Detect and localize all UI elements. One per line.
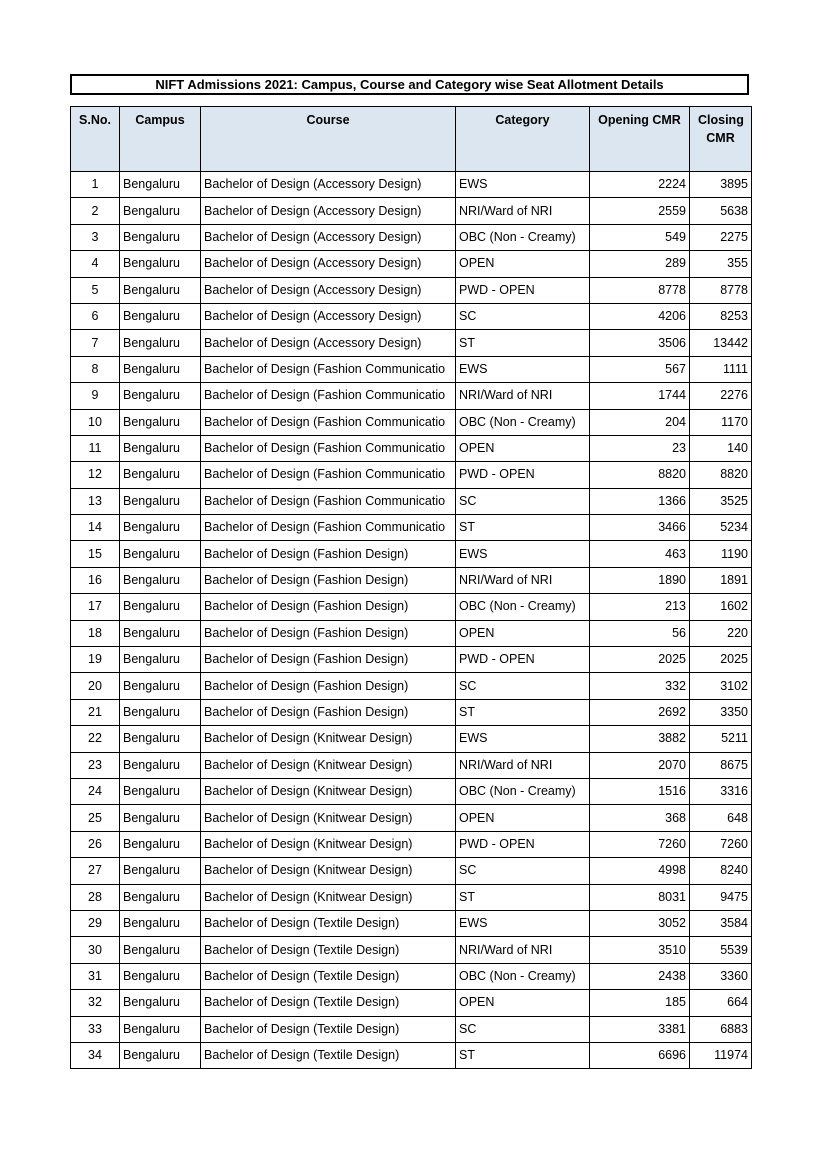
cell-course: Bachelor of Design (Accessory Design)	[201, 303, 456, 329]
cell-campus: Bengaluru	[120, 963, 201, 989]
cell-course: Bachelor of Design (Textile Design)	[201, 937, 456, 963]
cell-category: PWD - OPEN	[456, 647, 590, 673]
cell-sno: 5	[71, 277, 120, 303]
cell-course: Bachelor of Design (Fashion Design)	[201, 699, 456, 725]
table-row	[71, 937, 752, 963]
cell-category: ST	[456, 699, 590, 725]
table-row	[71, 462, 752, 488]
cell-opening-cmr: 2025	[590, 647, 690, 673]
cell-sno: 6	[71, 303, 120, 329]
cell-course: Bachelor of Design (Knitwear Design)	[201, 805, 456, 831]
cell-sno: 10	[71, 409, 120, 435]
cell-opening-cmr: 8031	[590, 884, 690, 910]
cell-closing-cmr: 7260	[690, 831, 752, 857]
cell-opening-cmr: 4206	[590, 303, 690, 329]
cell-sno: 12	[71, 462, 120, 488]
cell-opening-cmr: 213	[590, 594, 690, 620]
cell-opening-cmr: 2070	[590, 752, 690, 778]
cell-campus: Bengaluru	[120, 858, 201, 884]
cell-course: Bachelor of Design (Accessory Design)	[201, 330, 456, 356]
column-header-sno: S.No.	[71, 107, 120, 172]
cell-closing-cmr: 1602	[690, 594, 752, 620]
cell-closing-cmr: 8778	[690, 277, 752, 303]
cell-opening-cmr: 2559	[590, 198, 690, 224]
cell-closing-cmr: 1190	[690, 541, 752, 567]
cell-category: ST	[456, 515, 590, 541]
cell-campus: Bengaluru	[120, 937, 201, 963]
cell-campus: Bengaluru	[120, 567, 201, 593]
cell-campus: Bengaluru	[120, 620, 201, 646]
cell-sno: 28	[71, 884, 120, 910]
cell-category: ST	[456, 1042, 590, 1068]
cell-category: OPEN	[456, 990, 590, 1016]
cell-course: Bachelor of Design (Knitwear Design)	[201, 752, 456, 778]
cell-campus: Bengaluru	[120, 251, 201, 277]
cell-sno: 31	[71, 963, 120, 989]
cell-opening-cmr: 567	[590, 356, 690, 382]
table-row	[71, 673, 752, 699]
cell-category: OBC (Non - Creamy)	[456, 963, 590, 989]
cell-course: Bachelor of Design (Knitwear Design)	[201, 778, 456, 804]
cell-campus: Bengaluru	[120, 330, 201, 356]
cell-course: Bachelor of Design (Fashion Communicatio	[201, 383, 456, 409]
cell-opening-cmr: 8778	[590, 277, 690, 303]
cell-campus: Bengaluru	[120, 594, 201, 620]
table-row	[71, 356, 752, 382]
cell-campus: Bengaluru	[120, 172, 201, 198]
cell-closing-cmr: 3350	[690, 699, 752, 725]
table-row	[71, 805, 752, 831]
cell-opening-cmr: 204	[590, 409, 690, 435]
cell-campus: Bengaluru	[120, 1016, 201, 1042]
cell-course: Bachelor of Design (Fashion Communicatio	[201, 435, 456, 461]
cell-opening-cmr: 56	[590, 620, 690, 646]
cell-opening-cmr: 3510	[590, 937, 690, 963]
cell-campus: Bengaluru	[120, 541, 201, 567]
cell-course: Bachelor of Design (Accessory Design)	[201, 172, 456, 198]
cell-course: Bachelor of Design (Accessory Design)	[201, 198, 456, 224]
cell-category: NRI/Ward of NRI	[456, 383, 590, 409]
cell-closing-cmr: 5234	[690, 515, 752, 541]
cell-campus: Bengaluru	[120, 990, 201, 1016]
table-row	[71, 858, 752, 884]
cell-sno: 3	[71, 224, 120, 250]
cell-campus: Bengaluru	[120, 673, 201, 699]
cell-campus: Bengaluru	[120, 778, 201, 804]
cell-course: Bachelor of Design (Textile Design)	[201, 1016, 456, 1042]
cell-category: EWS	[456, 356, 590, 382]
cell-campus: Bengaluru	[120, 699, 201, 725]
cell-opening-cmr: 6696	[590, 1042, 690, 1068]
cell-sno: 26	[71, 831, 120, 857]
cell-opening-cmr: 2692	[590, 699, 690, 725]
cell-sno: 9	[71, 383, 120, 409]
table-row	[71, 990, 752, 1016]
cell-sno: 11	[71, 435, 120, 461]
cell-category: OPEN	[456, 805, 590, 831]
cell-opening-cmr: 332	[590, 673, 690, 699]
cell-course: Bachelor of Design (Fashion Design)	[201, 594, 456, 620]
cell-course: Bachelor of Design (Fashion Communicatio	[201, 462, 456, 488]
cell-course: Bachelor of Design (Fashion Design)	[201, 541, 456, 567]
cell-closing-cmr: 3525	[690, 488, 752, 514]
cell-sno: 33	[71, 1016, 120, 1042]
cell-category: ST	[456, 884, 590, 910]
cell-category: OPEN	[456, 620, 590, 646]
cell-opening-cmr: 4998	[590, 858, 690, 884]
cell-campus: Bengaluru	[120, 409, 201, 435]
table-row	[71, 224, 752, 250]
column-header-closing-cmr: Closing CMR	[690, 107, 752, 172]
cell-closing-cmr: 3895	[690, 172, 752, 198]
cell-opening-cmr: 1890	[590, 567, 690, 593]
column-header-campus: Campus	[120, 107, 201, 172]
cell-course: Bachelor of Design (Accessory Design)	[201, 251, 456, 277]
cell-closing-cmr: 2275	[690, 224, 752, 250]
cell-sno: 8	[71, 356, 120, 382]
cell-category: OBC (Non - Creamy)	[456, 409, 590, 435]
cell-closing-cmr: 13442	[690, 330, 752, 356]
table-row	[71, 541, 752, 567]
cell-course: Bachelor of Design (Textile Design)	[201, 910, 456, 936]
cell-closing-cmr: 3316	[690, 778, 752, 804]
cell-category: SC	[456, 1016, 590, 1042]
document-title: NIFT Admissions 2021: Campus, Course and Category wise Seat Allotment Details	[70, 74, 749, 95]
cell-sno: 21	[71, 699, 120, 725]
cell-category: OPEN	[456, 251, 590, 277]
table-row	[71, 435, 752, 461]
cell-category: NRI/Ward of NRI	[456, 198, 590, 224]
cell-sno: 7	[71, 330, 120, 356]
cell-opening-cmr: 3882	[590, 726, 690, 752]
cell-campus: Bengaluru	[120, 198, 201, 224]
cell-course: Bachelor of Design (Fashion Communicatio	[201, 515, 456, 541]
cell-campus: Bengaluru	[120, 277, 201, 303]
cell-closing-cmr: 664	[690, 990, 752, 1016]
cell-course: Bachelor of Design (Accessory Design)	[201, 277, 456, 303]
table-row	[71, 303, 752, 329]
cell-opening-cmr: 3052	[590, 910, 690, 936]
cell-closing-cmr: 1111	[690, 356, 752, 382]
cell-category: NRI/Ward of NRI	[456, 752, 590, 778]
cell-campus: Bengaluru	[120, 383, 201, 409]
cell-category: SC	[456, 303, 590, 329]
table-row	[71, 726, 752, 752]
table-row	[71, 515, 752, 541]
cell-campus: Bengaluru	[120, 224, 201, 250]
cell-closing-cmr: 2276	[690, 383, 752, 409]
cell-opening-cmr: 2224	[590, 172, 690, 198]
table-row	[71, 699, 752, 725]
cell-course: Bachelor of Design (Fashion Design)	[201, 620, 456, 646]
cell-closing-cmr: 8675	[690, 752, 752, 778]
cell-category: EWS	[456, 172, 590, 198]
cell-sno: 30	[71, 937, 120, 963]
cell-course: Bachelor of Design (Textile Design)	[201, 990, 456, 1016]
table-row	[71, 594, 752, 620]
cell-course: Bachelor of Design (Fashion Design)	[201, 673, 456, 699]
table-row	[71, 409, 752, 435]
cell-closing-cmr: 1170	[690, 409, 752, 435]
cell-opening-cmr: 2438	[590, 963, 690, 989]
cell-sno: 15	[71, 541, 120, 567]
cell-closing-cmr: 648	[690, 805, 752, 831]
cell-campus: Bengaluru	[120, 805, 201, 831]
table-row	[71, 198, 752, 224]
cell-campus: Bengaluru	[120, 356, 201, 382]
cell-campus: Bengaluru	[120, 515, 201, 541]
cell-campus: Bengaluru	[120, 752, 201, 778]
cell-sno: 24	[71, 778, 120, 804]
cell-category: OBC (Non - Creamy)	[456, 778, 590, 804]
table-row	[71, 488, 752, 514]
cell-category: NRI/Ward of NRI	[456, 567, 590, 593]
cell-sno: 19	[71, 647, 120, 673]
table-row	[71, 383, 752, 409]
cell-closing-cmr: 3360	[690, 963, 752, 989]
cell-sno: 29	[71, 910, 120, 936]
cell-sno: 23	[71, 752, 120, 778]
cell-campus: Bengaluru	[120, 488, 201, 514]
cell-opening-cmr: 463	[590, 541, 690, 567]
cell-category: ST	[456, 330, 590, 356]
cell-closing-cmr: 6883	[690, 1016, 752, 1042]
cell-course: Bachelor of Design (Textile Design)	[201, 963, 456, 989]
cell-sno: 20	[71, 673, 120, 699]
table-row	[71, 277, 752, 303]
cell-course: Bachelor of Design (Fashion Communicatio	[201, 356, 456, 382]
cell-course: Bachelor of Design (Fashion Communicatio	[201, 488, 456, 514]
cell-campus: Bengaluru	[120, 726, 201, 752]
table-body	[71, 172, 752, 1069]
cell-opening-cmr: 1516	[590, 778, 690, 804]
cell-closing-cmr: 11974	[690, 1042, 752, 1068]
cell-closing-cmr: 8240	[690, 858, 752, 884]
cell-sno: 27	[71, 858, 120, 884]
cell-course: Bachelor of Design (Fashion Communicatio	[201, 409, 456, 435]
cell-category: EWS	[456, 541, 590, 567]
cell-closing-cmr: 8253	[690, 303, 752, 329]
cell-category: OBC (Non - Creamy)	[456, 224, 590, 250]
column-header-course: Course	[201, 107, 456, 172]
cell-course: Bachelor of Design (Knitwear Design)	[201, 884, 456, 910]
cell-category: SC	[456, 673, 590, 699]
cell-campus: Bengaluru	[120, 303, 201, 329]
cell-closing-cmr: 3584	[690, 910, 752, 936]
cell-campus: Bengaluru	[120, 435, 201, 461]
cell-opening-cmr: 549	[590, 224, 690, 250]
cell-campus: Bengaluru	[120, 831, 201, 857]
cell-closing-cmr: 220	[690, 620, 752, 646]
cell-course: Bachelor of Design (Knitwear Design)	[201, 726, 456, 752]
cell-category: SC	[456, 858, 590, 884]
cell-course: Bachelor of Design (Knitwear Design)	[201, 858, 456, 884]
cell-closing-cmr: 3102	[690, 673, 752, 699]
cell-closing-cmr: 2025	[690, 647, 752, 673]
cell-opening-cmr: 1366	[590, 488, 690, 514]
table-row	[71, 647, 752, 673]
table-row	[71, 752, 752, 778]
cell-opening-cmr: 7260	[590, 831, 690, 857]
cell-campus: Bengaluru	[120, 884, 201, 910]
cell-course: Bachelor of Design (Knitwear Design)	[201, 831, 456, 857]
cell-category: EWS	[456, 726, 590, 752]
cell-opening-cmr: 3466	[590, 515, 690, 541]
cell-opening-cmr: 368	[590, 805, 690, 831]
cell-category: EWS	[456, 910, 590, 936]
cell-opening-cmr: 185	[590, 990, 690, 1016]
cell-sno: 22	[71, 726, 120, 752]
cell-sno: 2	[71, 198, 120, 224]
cell-opening-cmr: 3381	[590, 1016, 690, 1042]
cell-category: NRI/Ward of NRI	[456, 937, 590, 963]
cell-sno: 13	[71, 488, 120, 514]
seat-allotment-table	[70, 106, 752, 1069]
table-row	[71, 567, 752, 593]
cell-category: PWD - OPEN	[456, 831, 590, 857]
cell-campus: Bengaluru	[120, 647, 201, 673]
cell-opening-cmr: 3506	[590, 330, 690, 356]
table-row	[71, 884, 752, 910]
cell-course: Bachelor of Design (Fashion Design)	[201, 647, 456, 673]
cell-category: OBC (Non - Creamy)	[456, 594, 590, 620]
cell-opening-cmr: 23	[590, 435, 690, 461]
table-row	[71, 963, 752, 989]
table-row	[71, 778, 752, 804]
table-row	[71, 1042, 752, 1068]
cell-sno: 14	[71, 515, 120, 541]
cell-closing-cmr: 5211	[690, 726, 752, 752]
cell-category: OPEN	[456, 435, 590, 461]
cell-category: PWD - OPEN	[456, 277, 590, 303]
table-row	[71, 620, 752, 646]
cell-opening-cmr: 1744	[590, 383, 690, 409]
table-row	[71, 1016, 752, 1042]
cell-sno: 18	[71, 620, 120, 646]
cell-sno: 34	[71, 1042, 120, 1068]
column-header-opening-cmr: Opening CMR	[590, 107, 690, 172]
table-row	[71, 330, 752, 356]
cell-closing-cmr: 1891	[690, 567, 752, 593]
cell-sno: 17	[71, 594, 120, 620]
cell-course: Bachelor of Design (Textile Design)	[201, 1042, 456, 1068]
cell-campus: Bengaluru	[120, 462, 201, 488]
table-row	[71, 172, 752, 198]
cell-sno: 32	[71, 990, 120, 1016]
cell-opening-cmr: 8820	[590, 462, 690, 488]
cell-course: Bachelor of Design (Fashion Design)	[201, 567, 456, 593]
cell-campus: Bengaluru	[120, 910, 201, 936]
table-row	[71, 910, 752, 936]
table-row	[71, 831, 752, 857]
cell-sno: 16	[71, 567, 120, 593]
cell-closing-cmr: 9475	[690, 884, 752, 910]
cell-category: SC	[456, 488, 590, 514]
table-row	[71, 251, 752, 277]
cell-closing-cmr: 8820	[690, 462, 752, 488]
table-header-row	[71, 107, 752, 172]
cell-sno: 4	[71, 251, 120, 277]
cell-closing-cmr: 5638	[690, 198, 752, 224]
cell-opening-cmr: 289	[590, 251, 690, 277]
column-header-category: Category	[456, 107, 590, 172]
cell-closing-cmr: 355	[690, 251, 752, 277]
cell-category: PWD - OPEN	[456, 462, 590, 488]
cell-course: Bachelor of Design (Accessory Design)	[201, 224, 456, 250]
cell-sno: 25	[71, 805, 120, 831]
cell-closing-cmr: 140	[690, 435, 752, 461]
cell-campus: Bengaluru	[120, 1042, 201, 1068]
cell-sno: 1	[71, 172, 120, 198]
cell-closing-cmr: 5539	[690, 937, 752, 963]
